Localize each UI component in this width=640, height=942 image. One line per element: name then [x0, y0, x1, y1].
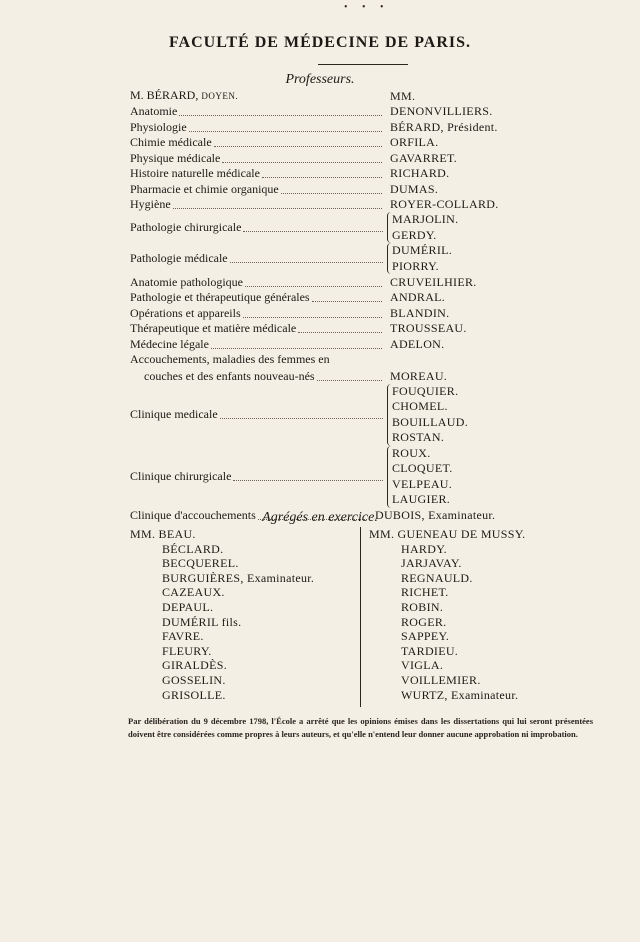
column-divider [360, 527, 361, 707]
agrege-name: DUMÉRIL fils. [162, 614, 242, 629]
professor-name: DUBOIS, Examinateur. [375, 508, 496, 522]
agreges-left-column [130, 527, 360, 707]
professor-name: DUMÉRIL. [392, 243, 453, 257]
title-rule [318, 64, 408, 65]
agrege-name: FAVRE. [162, 629, 204, 644]
agrege-name: VOILLEMIER. [401, 672, 481, 687]
professor-name: PIORRY. [392, 258, 439, 273]
agrege-name: JARJAVAY. [401, 556, 462, 571]
chair-label: Physique médicale [130, 150, 221, 165]
chair-names [387, 446, 550, 508]
chair-group-pathologie-chirurgicale [130, 212, 550, 243]
dean-row [130, 88, 550, 104]
professor-name: DUMAS. [390, 181, 439, 196]
professor-name: BLANDIN. [390, 305, 450, 320]
professor-name: GERDY. [392, 227, 437, 242]
chair-label: Histoire naturelle médicale [130, 166, 260, 180]
professor-name: BÉRARD, Président. [390, 119, 498, 134]
chairs-list-2 [130, 274, 550, 352]
agrege-name: REGNAULD. [401, 570, 473, 585]
agrege-name: TARDIEU. [401, 643, 459, 658]
chair-label: couches et des enfants nouveau-nés [144, 368, 315, 383]
agrege-name: MM. BEAU. [130, 527, 196, 541]
professor-name: ROUX. [392, 445, 431, 460]
professor-name: LAUGIER. [392, 492, 451, 506]
agreges-table [130, 527, 550, 707]
chair-row [130, 181, 550, 197]
professor-name: ROYER-COLLARD. [390, 197, 499, 211]
agrege-name: SAPPEY. [401, 629, 450, 644]
agrege-name: BURGUIÈRES, Examinateur. [162, 570, 315, 585]
agreges-heading: Agrégés en exercice. [262, 510, 378, 525]
chair-label: Thérapeutique et matière médicale [130, 321, 297, 335]
accouchements-row [130, 367, 550, 384]
agrege-name: RICHET. [401, 585, 449, 600]
agrege-name: CAZEAUX. [162, 585, 225, 600]
professor-name: TROUSSEAU. [390, 321, 467, 335]
chair-label: Pathologie médicale [130, 251, 228, 265]
professor-name: RICHARD. [390, 166, 450, 180]
footnote: Par délibération du 9 décembre 1798, l'École a arrêté que les opinions émises dans les dissertations qui lui seront présentées doivent être considérées comme propres à leurs auteurs, et qu'elle n'entend leur donner aucune approbation ni improbation. [128, 716, 593, 739]
agrege-name: WURTZ, Examinateur. [401, 687, 519, 702]
chair-row [130, 166, 550, 182]
chair-label: Pharmacie et chimie organique [130, 181, 279, 196]
chair-label: Pathologie chirurgicale [130, 220, 242, 234]
chair-row [130, 305, 550, 321]
professor-name: CLOQUET. [392, 461, 453, 475]
professor-name: GAVARRET. [390, 150, 458, 165]
agreges-right-column [369, 527, 550, 707]
chair-group-clinique-chirurgicale [130, 446, 550, 508]
professor-name: CHOMEL. [392, 399, 448, 413]
chair-label: Clinique d'accouchements [130, 508, 256, 522]
professeurs-list [130, 88, 550, 523]
professor-name: DENONVILLIERS. [390, 104, 493, 118]
professor-name: ORFILA. [390, 135, 439, 149]
accouchements-line-1: Accouchements, maladies des femmes en [130, 351, 330, 366]
professor-name: MOREAU. [390, 368, 448, 383]
agrege-name: DEPAUL. [162, 599, 214, 614]
professor-name: FOUQUIER. [392, 383, 459, 398]
agrege-name: BECQUEREL. [162, 556, 239, 571]
professor-name: ROSTAN. [392, 430, 445, 444]
agrege-name: GOSSELIN. [162, 672, 226, 687]
agrege-name: GRISOLLE. [162, 687, 226, 702]
chair-label: Pathologie et thérapeutique générales [130, 290, 310, 304]
agrege-name: MM. GUENEAU DE MUSSY. [369, 527, 526, 541]
chairs-list-1 [130, 104, 550, 213]
agrege-name: GIRALDÈS. [162, 658, 228, 673]
chair-row [130, 321, 550, 337]
chair-label: Clinique medicale [130, 407, 218, 421]
chair-group-pathologie-medicale [130, 243, 550, 274]
chair-label: Médecine légale [130, 336, 209, 351]
chair-row [130, 290, 550, 306]
chair-label: Chimie médicale [130, 135, 212, 149]
professor-name: ADELON. [390, 336, 445, 351]
dean-role: DOYEN. [201, 90, 239, 101]
professor-name: BOUILLAUD. [392, 414, 468, 429]
chair-row [130, 197, 550, 213]
chair-label: Anatomie pathologique [130, 274, 243, 289]
chair-row [130, 119, 550, 135]
agrege-name: HARDY. [401, 541, 447, 556]
chair-names [387, 243, 550, 274]
chair-row [130, 274, 550, 290]
chair-label: Physiologie [130, 119, 187, 134]
agrege-name: BÉCLARD. [162, 541, 224, 556]
top-ornament: • • • [344, 2, 390, 13]
mm-label: MM. [390, 88, 416, 103]
chair-group-clinique-medicale [130, 384, 550, 446]
chair-row [130, 336, 550, 352]
chair-row [130, 104, 550, 120]
agrege-name: FLEURY. [162, 643, 212, 658]
chair-names [387, 212, 550, 243]
chair-label: Hygiène [130, 197, 171, 211]
professeurs-heading: Professeurs. [285, 72, 355, 87]
chair-row [130, 150, 550, 166]
professor-name: MARJOLIN. [392, 212, 459, 226]
chair-label: Clinique chirurgicale [130, 469, 232, 483]
chair-label: Anatomie [130, 104, 178, 118]
page-title: FACULTÉ DE MÉDECINE DE PARIS. [168, 34, 472, 51]
professor-name: CRUVEILHIER. [390, 274, 477, 289]
chair-row [130, 135, 550, 151]
agrege-name: VIGLA. [401, 658, 444, 673]
professor-name: ANDRAL. [390, 290, 446, 304]
chair-names [387, 384, 550, 446]
chair-label: Opérations et appareils [130, 305, 241, 320]
professor-name: VELPEAU. [392, 476, 453, 491]
dean-name: M. BÉRARD, [130, 87, 199, 102]
agrege-name: ROBIN. [401, 599, 444, 614]
agrege-name: ROGER. [401, 614, 447, 629]
